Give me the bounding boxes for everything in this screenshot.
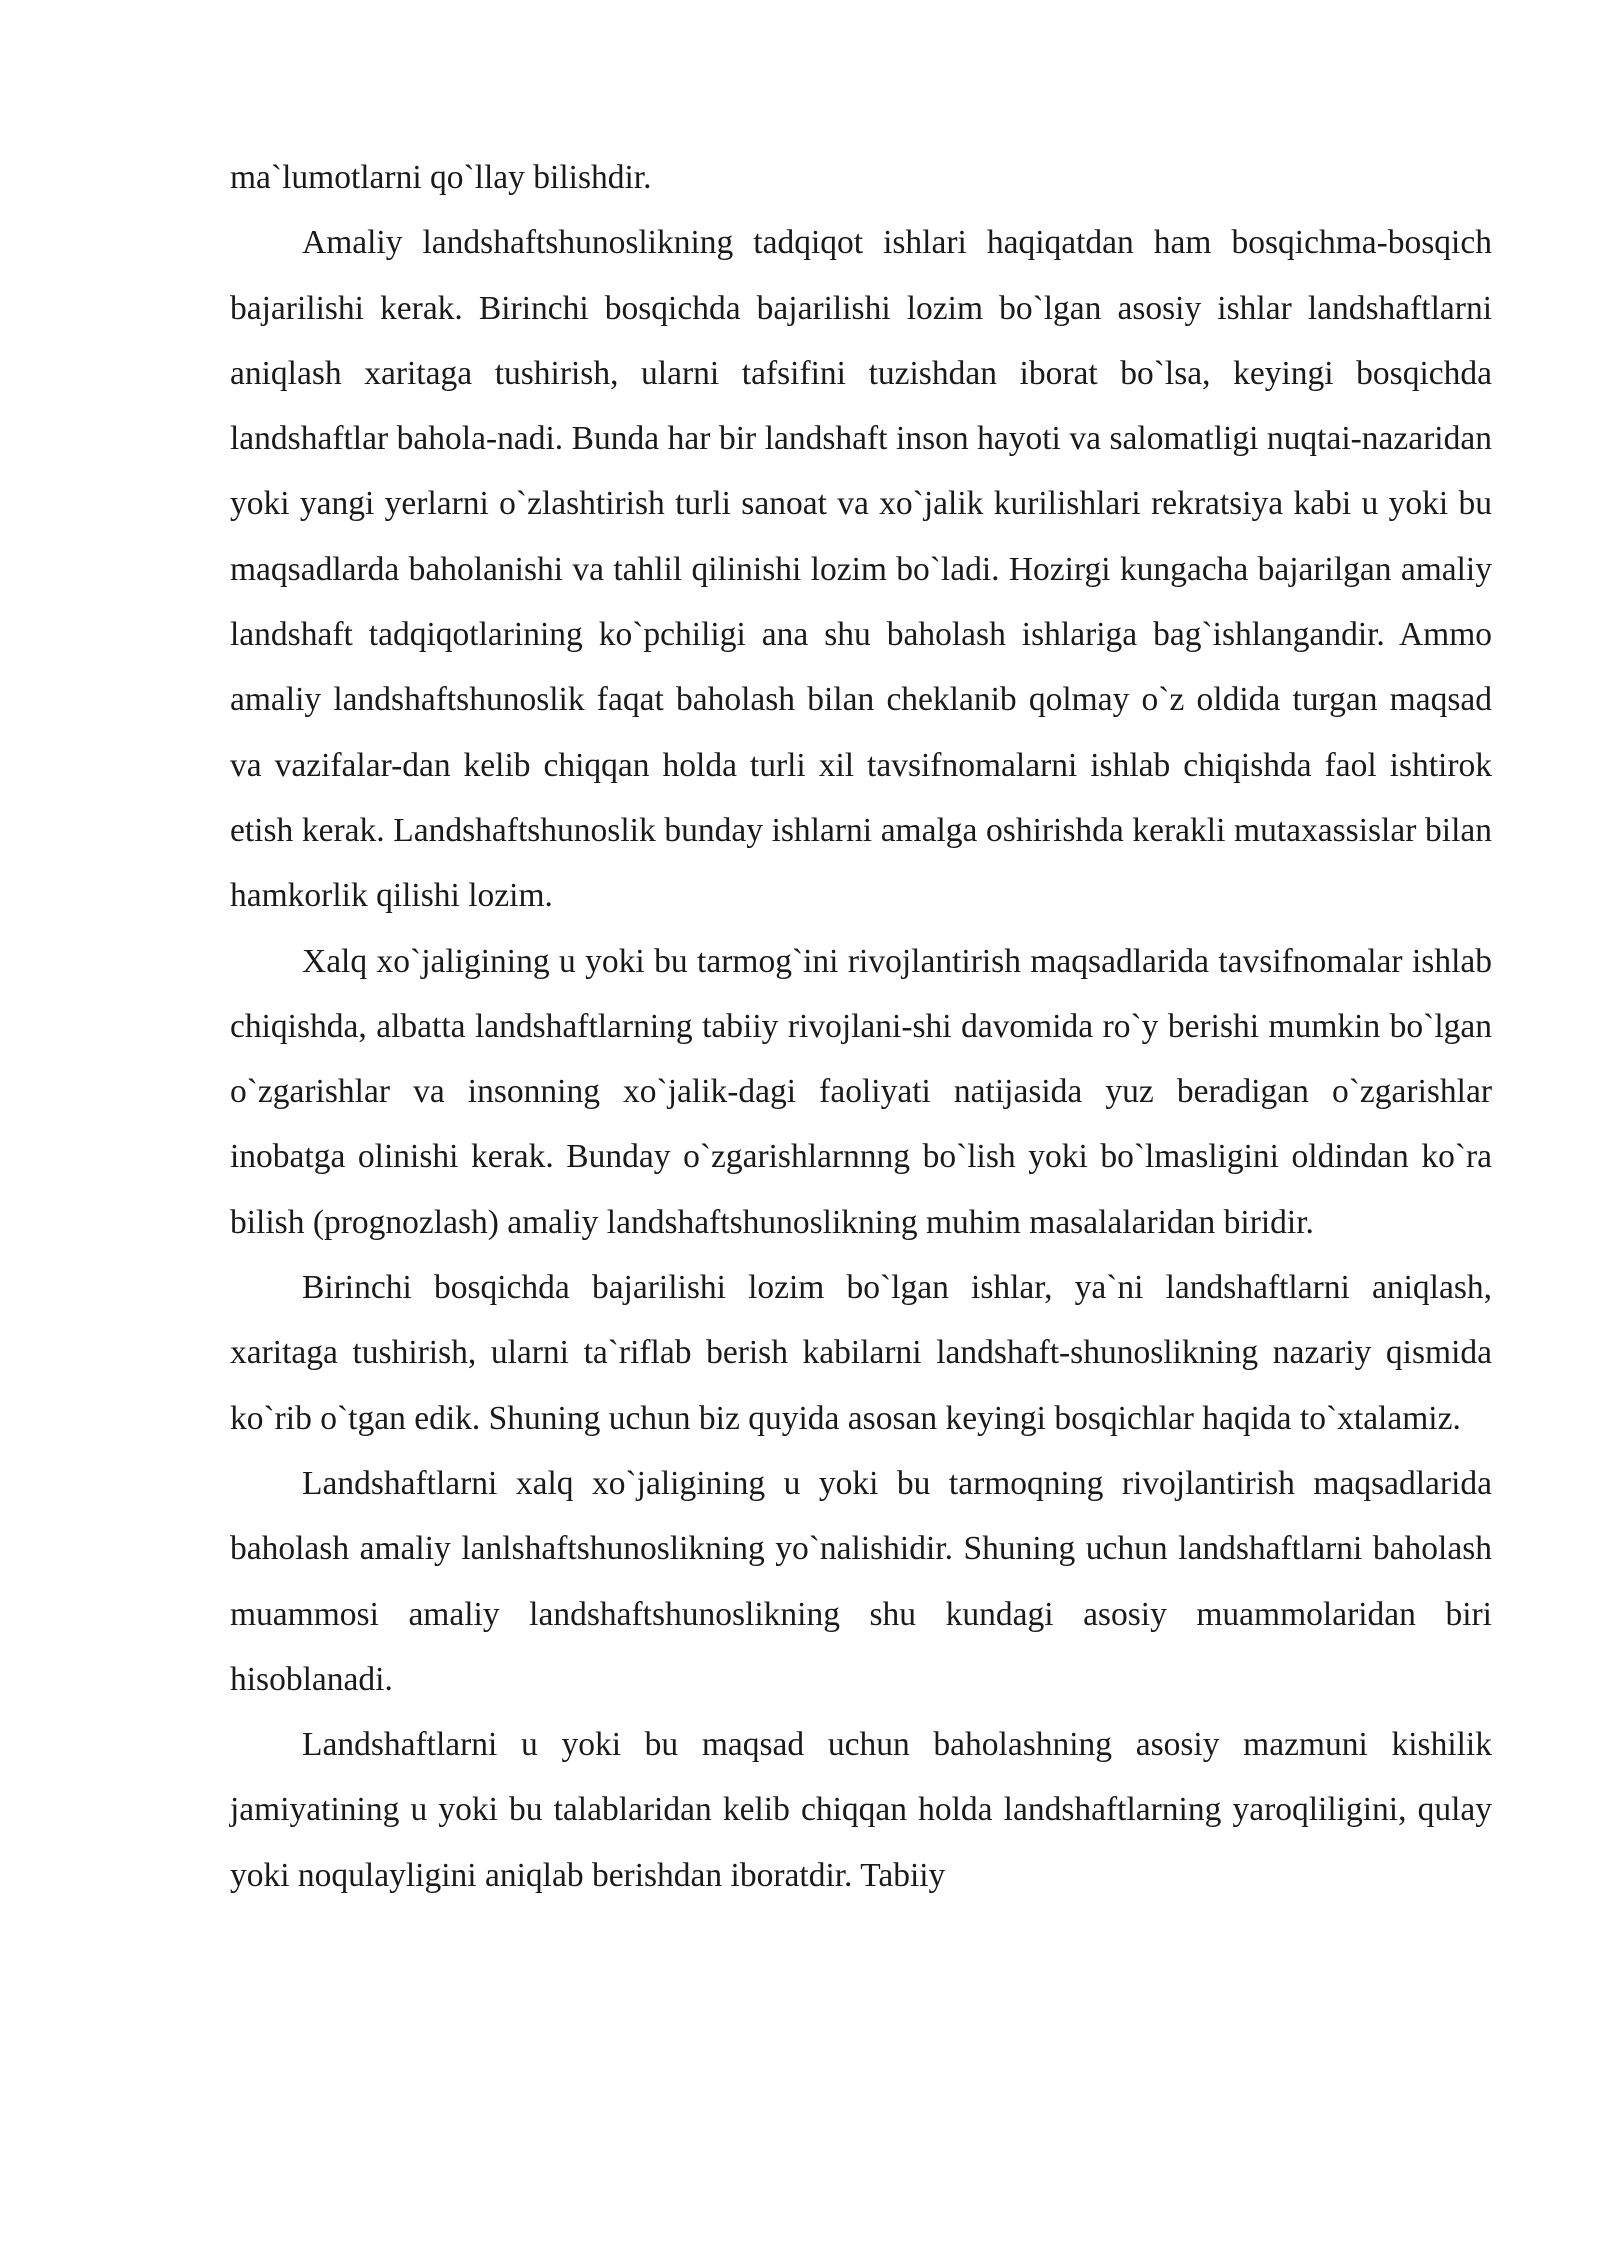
paragraph: Birinchi bosqichda bajarilishi lozim bo`lgan ishlar, ya`ni landshaftlarni aniqlash, xaritaga tushirish, ularni ta`riflab berish kabilarni landshaft-shunoslikning nazariy qismida ko`rib o`tgan edik. Shuning uchun biz quyida asosan keyingi bosqichlar haqida to`xtalamiz. (230, 1269, 1492, 1437)
paragraph: Landshaftlarni xalq xo`jaligining u yoki bu tarmoqning rivojlantirish maqsadlarida baholash amaliy lanlshaftshunoslikning yo`nalishidir. Shuning uchun landshaftlarni baholash muammosi amaliy landshaftshunoslikning shu kundagi asosiy muammolaridan biri hisoblanadi. (230, 1464, 1492, 1698)
document-body (230, 145, 1492, 1908)
paragraph: Amaliy landshaftshunoslikning tadqiqot ishlari haqiqatdan ham bosqichma-bosqich bajarilishi kerak. Birinchi bosqichda bajarilishi lozim bo`lgan asosiy ishlar landshaftlarni aniqlash xaritaga tushirish, ularni tafsifini tuzishdan iborat bo`lsa, keyingi bosqichda landshaftlar bahola-nadi. Bunda har bir landshaft inson hayoti va salomatligi nuqtai-nazaridan yoki yangi yerlarni o`zlashtirish turli sanoat va xo`jalik kurilishlari rekratsiya kabi u yoki bu maqsadlarda baholanishi va tahlil qilinishi lozim bo`ladi. Hozirgi kungacha bajarilgan amaliy landshaft tadqiqotlarining ko`pchiligi ana shu baholash ishlariga bag`ishlangandir. Ammo amaliy landshaftshunoslik faqat baholash bilan cheklanib qolmay o`z oldida turgan maqsad va vazifalar-dan kelib chiqqan holda turli xil tavsifnomalarni ishlab chiqishda faol ishtirok etish kerak. Landshaftshunoslik bunday ishlarni amalga oshirishda kerakli mutaxassislar bilan hamkorlik qilishi lozim. (230, 224, 1492, 915)
paragraph-continued: ma`lumotlarni qo`llay bilishdir. (230, 159, 652, 196)
paragraph: Xalq xo`jaligining u yoki bu tarmog`ini rivojlantirish maqsadlarida tavsifnomalar ishlab chiqishda, albatta landshaftlarning tabiiy rivojlani-shi davomida ro`y berishi mumkin bo`lgan o`zgarishlar va insonning xo`jalik-dagi faoliyati natijasida yuz beradigan o`zgarishlar inobatga olinishi kerak. Bunday o`zgarishlarnnng bo`lish yoki bo`lmasligini oldindan ko`ra bilish (prognozlash) amaliy landshaftshunoslikning muhim masalalaridan biridir. (230, 942, 1492, 1241)
paragraph: Landshaftlarni u yoki bu maqsad uchun baholashning asosiy mazmuni kishilik jamiyatining u yoki bu talablaridan kelib chiqqan holda landshaftlarning yaroqliligini, qulay yoki noqulayligini aniqlab berishdan iboratdir. Tabiiy (230, 1726, 1492, 1894)
